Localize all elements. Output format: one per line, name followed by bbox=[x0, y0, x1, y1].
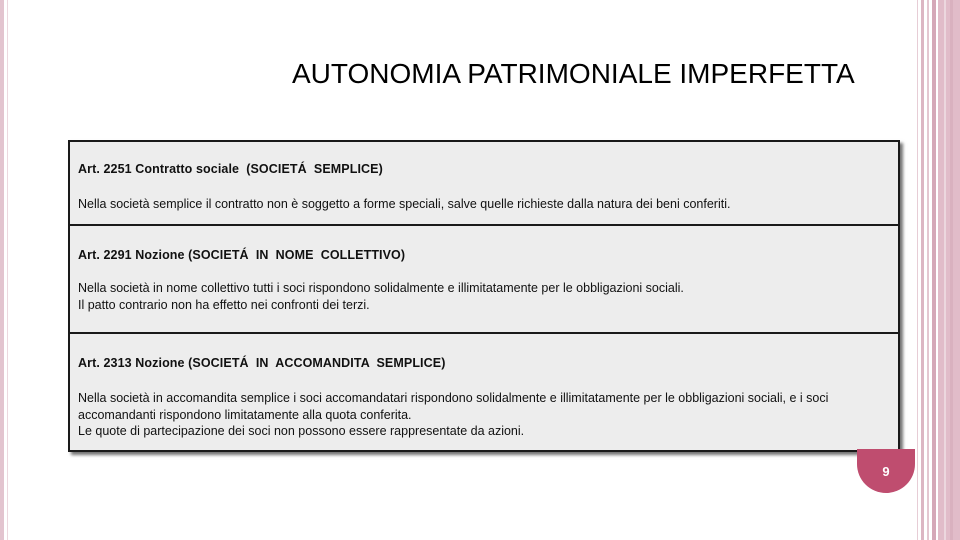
article-section bbox=[70, 228, 898, 334]
article-line: Nella società in accomandita semplice i soci accomandatari rispondono solidalmente e illimitatamente per le obbligazioni sociali, e i soci accomandanti rispondono limitatamente alla quota conferita. bbox=[78, 391, 832, 422]
article-section bbox=[70, 142, 898, 226]
right-decorative-stripe bbox=[917, 0, 918, 540]
slide-title: AUTONOMIA PATRIMONIALE IMPERFETTA bbox=[292, 58, 855, 89]
article-line: Le quote di partecipazione dei soci non possono essere rappresentate da azioni. bbox=[78, 424, 525, 438]
articles-panel bbox=[68, 140, 900, 452]
article-heading: Art. 2313 Nozione (SOCIETÁ IN ACCOMANDITA SEMPLICE) bbox=[78, 356, 446, 370]
article-body bbox=[78, 196, 890, 213]
right-decorative-stripe bbox=[938, 0, 960, 540]
left-decorative-border bbox=[0, 0, 4, 540]
page-number-badge: 9 bbox=[857, 449, 915, 493]
article-line: Il patto contrario non ha effetto nei confronti dei terzi. bbox=[78, 297, 370, 312]
right-decorative-stripe bbox=[950, 0, 953, 540]
article-heading: Art. 2251 Contratto sociale (SOCIETÁ SEMPLICE) bbox=[78, 162, 383, 176]
right-decorative-stripe bbox=[932, 0, 936, 540]
article-body bbox=[78, 280, 890, 313]
article-body bbox=[78, 390, 890, 440]
article-line: Nella società in nome collettivo tutti i soci rispondono solidalmente e illimitatamente per le obbligazioni sociali. bbox=[78, 281, 684, 295]
right-decorative-stripe bbox=[921, 0, 924, 540]
right-decorative-stripe bbox=[944, 0, 946, 540]
article-section bbox=[70, 336, 898, 450]
right-decorative-stripe bbox=[927, 0, 929, 540]
article-line: Nella società semplice il contratto non è soggetto a forme speciali, salve quelle richieste dalla natura dei beni conferiti. bbox=[78, 197, 731, 211]
article-heading: Art. 2291 Nozione (SOCIETÁ IN NOME COLLETTIVO) bbox=[78, 248, 406, 262]
left-decorative-line bbox=[7, 0, 8, 540]
